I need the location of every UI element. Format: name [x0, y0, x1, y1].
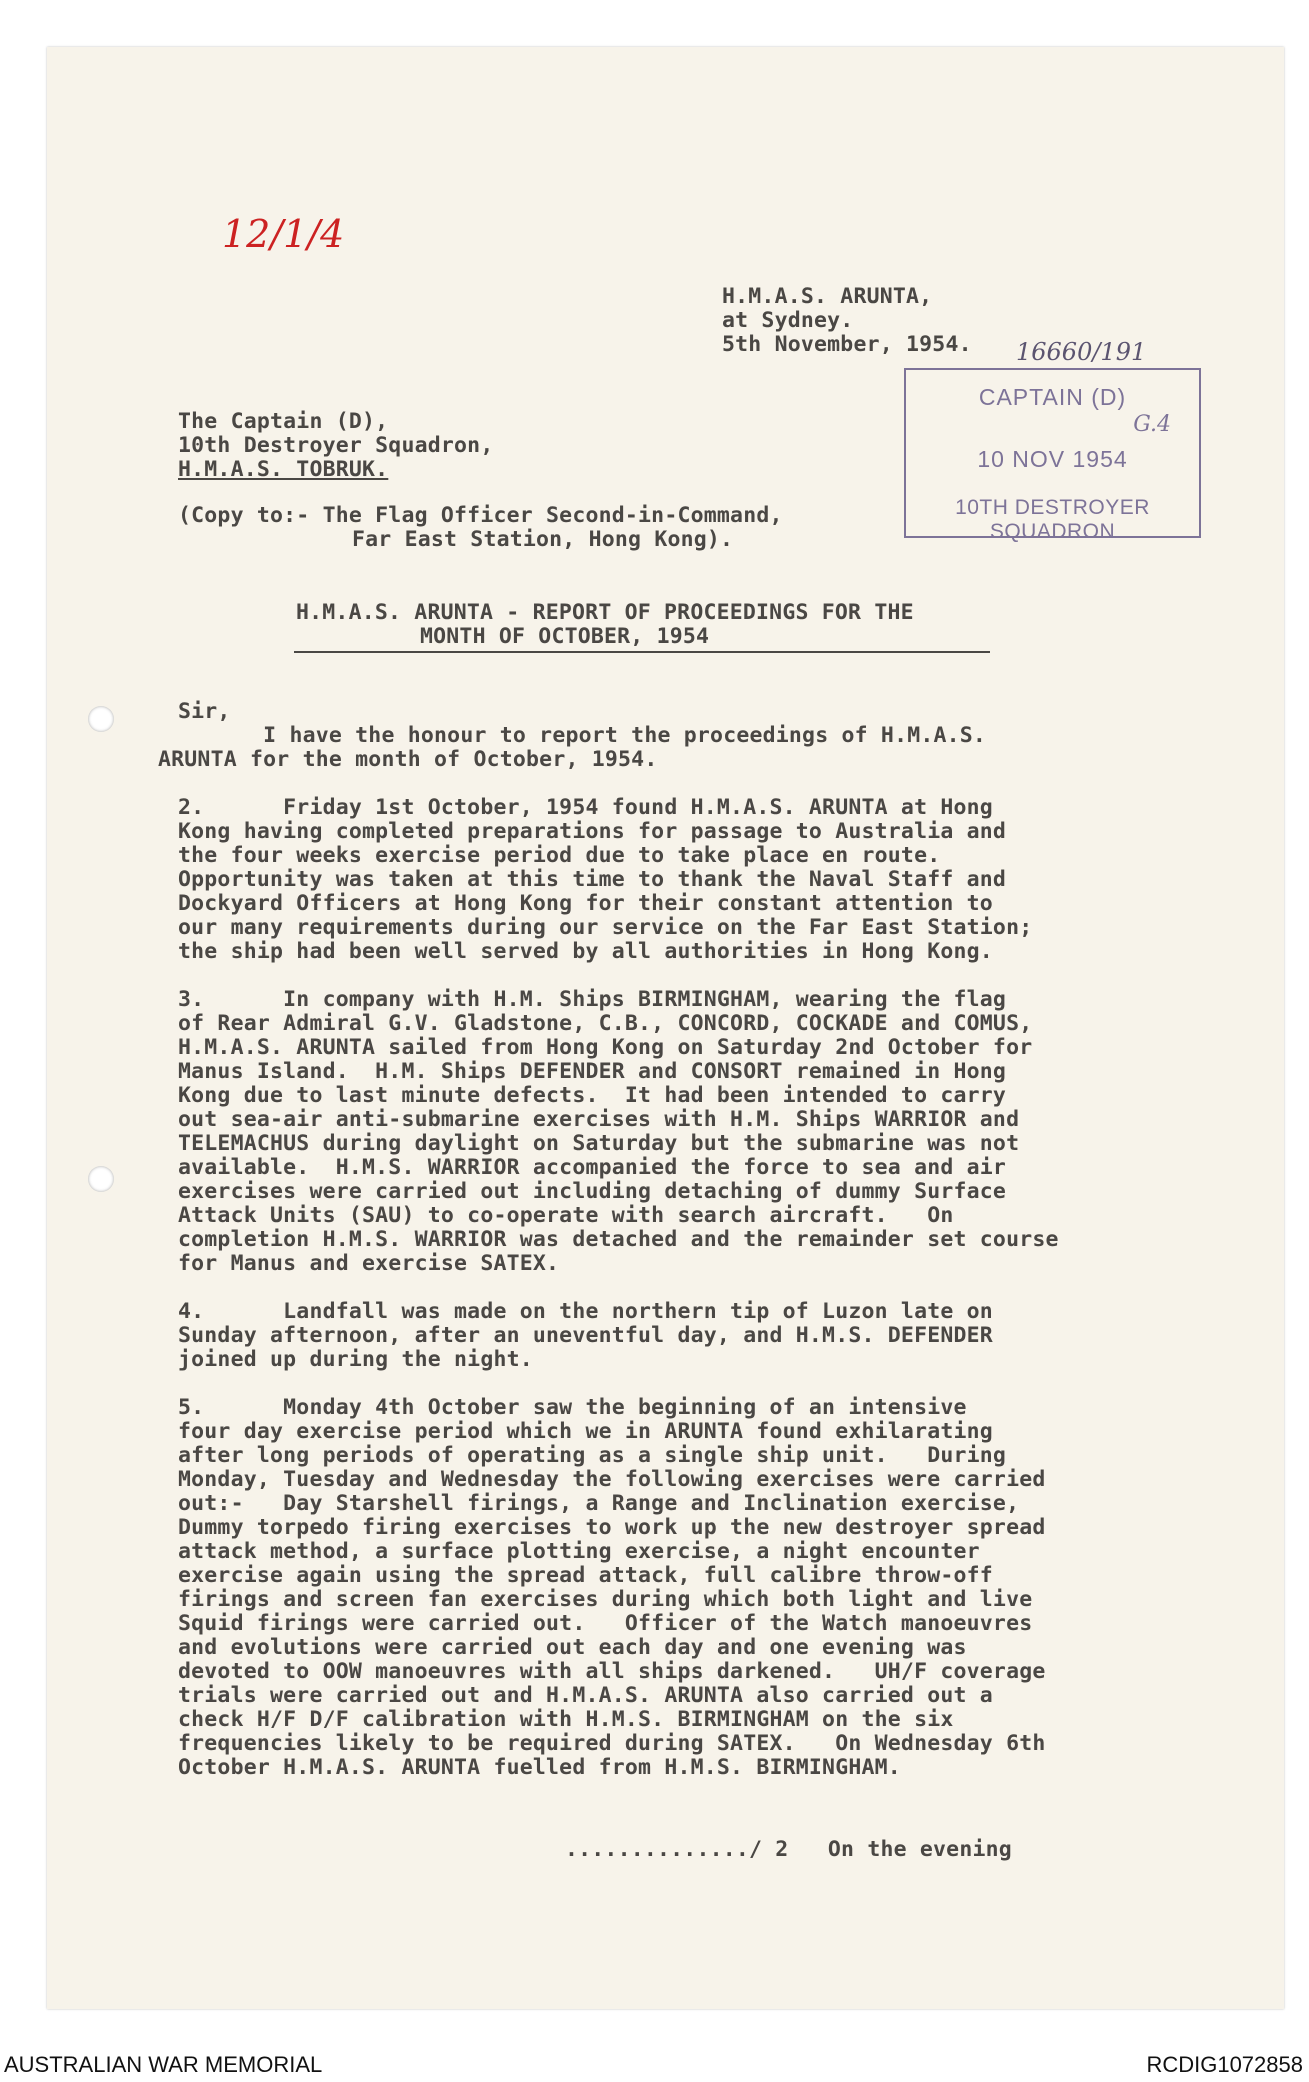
- address-date: 5th November, 1954.: [722, 332, 972, 357]
- body-line: October H.M.A.S. ARUNTA fuelled from H.M.S. BIRMINGHAM.: [178, 1755, 901, 1780]
- stamp-initials: G.4: [1133, 412, 1171, 437]
- body-line: the ship had been well served by all authorities in Hong Kong.: [178, 939, 993, 964]
- handwritten-reference: 16660/191: [1016, 338, 1147, 366]
- stamp-title: CAPTAIN (D): [978, 384, 1127, 410]
- salutation: Sir,: [178, 699, 231, 724]
- body-line: after long periods of operating as a single ship unit. During: [178, 1443, 1007, 1468]
- file-reference: 12/1/4: [222, 212, 345, 256]
- body-line: Sunday afternoon, after an uneventful day, and H.M.S. DEFENDER: [178, 1323, 993, 1348]
- body-line: 3. In company with H.M. Ships BIRMINGHAM, wearing the flag: [178, 987, 1007, 1012]
- body-line: 2. Friday 1st October, 1954 found H.M.A.S. ARUNTA at Hong: [178, 795, 993, 820]
- body-line: 5. Monday 4th October saw the beginning of an intensive: [178, 1395, 967, 1420]
- punch-hole: [88, 1166, 114, 1192]
- body-line: trials were carried out and H.M.A.S. ARUNTA also carried out a: [178, 1683, 993, 1708]
- body-line: Monday, Tuesday and Wednesday the following exercises were carried: [178, 1467, 1046, 1492]
- body-line: for Manus and exercise SATEX.: [178, 1251, 560, 1276]
- body-line: Opportunity was taken at this time to thank the Naval Staff and: [178, 867, 1007, 892]
- body-line: out sea-air anti-submarine exercises with H.M. Ships WARRIOR and: [178, 1107, 1020, 1132]
- body-line: Attack Units (SAU) to co-operate with search aircraft. On: [178, 1203, 954, 1228]
- recipient-line: H.M.A.S. TOBRUK.: [178, 457, 389, 482]
- address-line: at Sydney.: [722, 308, 854, 333]
- body-line: Dummy torpedo firing exercises to work up the new destroyer spread: [178, 1515, 1046, 1540]
- body-line: firings and screen fan exercises during which both light and live: [178, 1587, 1033, 1612]
- body-line: H.M.A.S. ARUNTA sailed from Hong Kong on Saturday 2nd October for: [178, 1035, 1033, 1060]
- body-line: Squid firings were carried out. Officer of the Watch manoeuvres: [178, 1611, 1033, 1636]
- body-line: of Rear Admiral G.V. Gladstone, C.B., CONCORD, COCKADE and COMUS,: [178, 1011, 1033, 1036]
- body-line: the four weeks exercise period due to take place en route.: [178, 843, 941, 868]
- copy-to-line: (Copy to:- The Flag Officer Second-in-Command,: [178, 503, 783, 528]
- body-line: attack method, a surface plotting exercise, a night encounter: [178, 1539, 980, 1564]
- body-line: our many requirements during our service on the Far East Station;: [178, 915, 1033, 940]
- body-line: available. H.M.S. WARRIOR accompanied the force to sea and air: [178, 1155, 1007, 1180]
- body-line: Dockyard Officers at Hong Kong for their constant attention to: [178, 891, 993, 916]
- body-line: devoted to OOW manoeuvres with all ships darkened. UH/F coverage: [178, 1659, 1046, 1684]
- stamp-date: 10 NOV 1954: [977, 446, 1128, 472]
- footer-right: RCDIG1072858: [1146, 2052, 1303, 2077]
- body-line: exercises were carried out including detaching of dummy Surface: [178, 1179, 1007, 1204]
- body-line: TELEMACHUS during daylight on Saturday but the submarine was not: [178, 1131, 1020, 1156]
- body-line: check H/F D/F calibration with H.M.S. BIRMINGHAM on the six: [178, 1707, 954, 1732]
- body-line: completion H.M.S. WARRIOR was detached and the remainder set course: [178, 1227, 1059, 1252]
- continuation-line: ............../ 2 On the evening: [565, 1837, 1012, 1862]
- subject-line: MONTH OF OCTOBER, 1954: [420, 624, 710, 649]
- body-line: joined up during the night.: [178, 1347, 533, 1372]
- body-line: out:- Day Starshell firings, a Range and Inclination exercise,: [178, 1491, 1020, 1516]
- stamp-unit: 10TH DESTROYER SQUADRON: [955, 496, 1150, 543]
- body-line: exercise again using the spread attack, full calibre throw-off: [178, 1563, 993, 1588]
- body-line: four day exercise period which we in ARUNTA found exhilarating: [178, 1419, 993, 1444]
- body-line: Kong having completed preparations for passage to Australia and: [178, 819, 1007, 844]
- body-line: frequencies likely to be required during SATEX. On Wednesday 6th: [178, 1731, 1046, 1756]
- body-line: Kong due to last minute defects. It had been intended to carry: [178, 1083, 1007, 1108]
- subject-underline: [294, 651, 990, 653]
- body-line: ARUNTA for the month of October, 1954.: [158, 747, 658, 772]
- subject-line: H.M.A.S. ARUNTA - REPORT OF PROCEEDINGS FOR THE: [296, 600, 914, 625]
- body-line: and evolutions were carried out each day and one evening was: [178, 1635, 967, 1660]
- footer-left: AUSTRALIAN WAR MEMORIAL: [4, 2052, 323, 2077]
- punch-hole: [88, 706, 114, 732]
- copy-to-line: Far East Station, Hong Kong).: [352, 527, 734, 552]
- body-line: I have the honour to report the proceedings of H.M.A.S.: [158, 723, 987, 748]
- recipient-line: The Captain (D),: [178, 409, 389, 434]
- address-line: H.M.A.S. ARUNTA,: [722, 284, 933, 309]
- body-line: Manus Island. H.M. Ships DEFENDER and CONSORT remained in Hong: [178, 1059, 1007, 1084]
- received-stamp: [904, 368, 1201, 543]
- body-line: 4. Landfall was made on the northern tip of Luzon late on: [178, 1299, 993, 1324]
- recipient-line: 10th Destroyer Squadron,: [178, 433, 494, 458]
